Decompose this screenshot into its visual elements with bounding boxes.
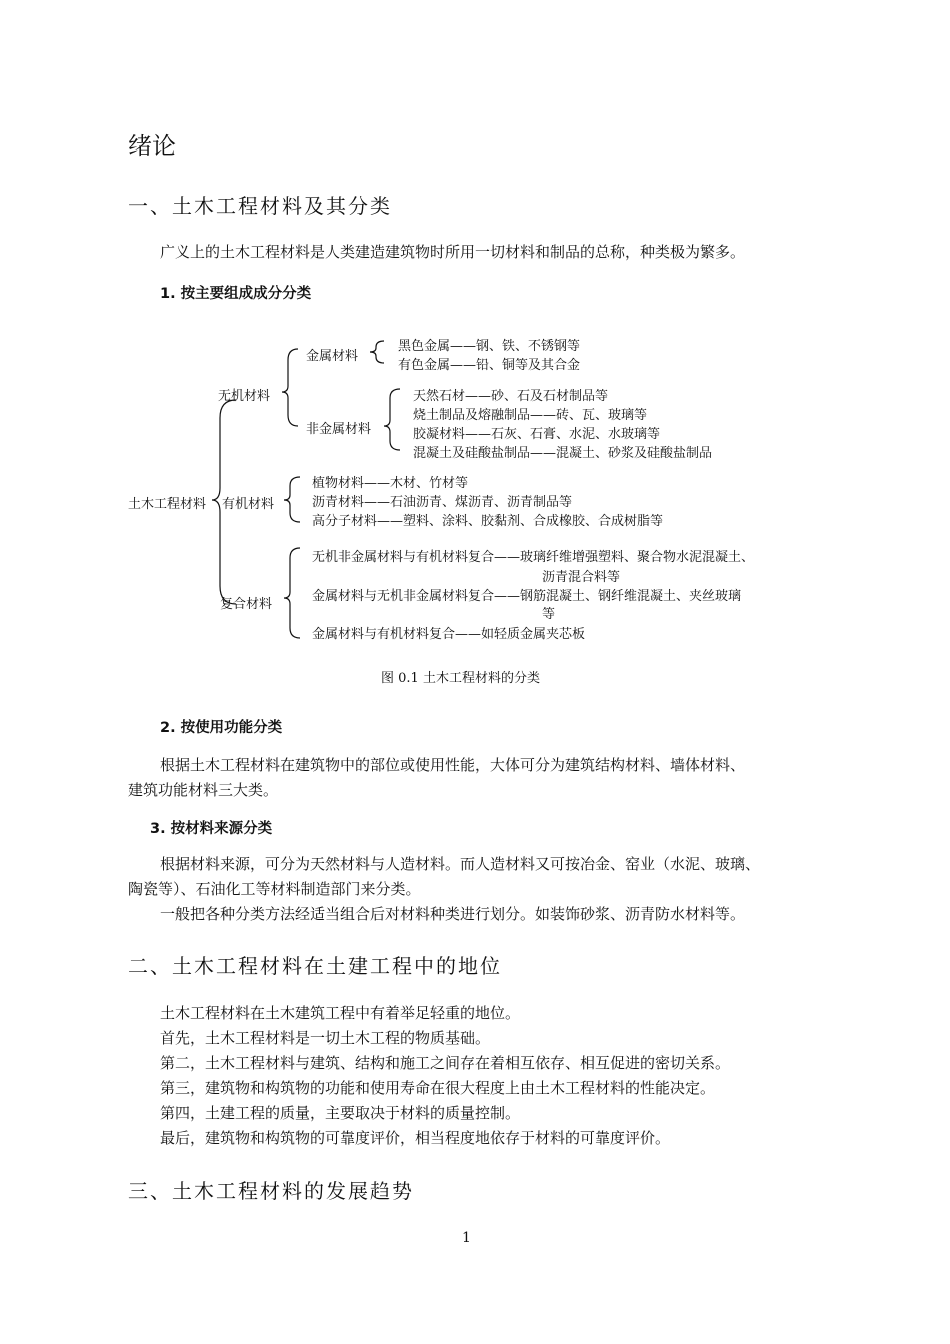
section-heading-1: 一、土木工程材料及其分类 — [128, 194, 392, 218]
diagram-composite-item: 无机非金属材料与有机材料复合——玻璃纤维增强塑料、聚合物水泥混凝土、 — [312, 550, 755, 565]
figure-caption: 图 0.1 土木工程材料的分类 — [381, 671, 540, 686]
diagram-organic-item: 高分子材料——塑料、涂料、胶黏剂、合成橡胶、合成树脂等 — [312, 514, 664, 529]
diagram-composite-item-cont: 沥青混合料等 — [542, 570, 621, 585]
section-heading-3: 三、土木工程材料的发展趋势 — [128, 1179, 414, 1203]
diagram-composite-item: 金属材料与无机非金属材料复合——钢筋混凝土、钢纤维混凝土、夹丝玻璃 — [312, 589, 742, 604]
diagram-composite-item-cont: 等 — [542, 607, 556, 622]
section-heading-2: 二、土木工程材料在土建工程中的地位 — [128, 954, 502, 978]
diagram-organic-item: 植物材料——木材、竹材等 — [312, 476, 469, 491]
diagram-root: 土木工程材料 — [128, 497, 207, 512]
diagram-inorganic: 无机材料 — [218, 389, 271, 404]
diagram-nonmetal-item: 混凝土及硅酸盐制品——混凝土、砂浆及硅酸盐制品 — [413, 446, 713, 461]
section-2-line: 土木工程材料在土木建筑工程中有着举足轻重的地位。 — [160, 1004, 521, 1022]
diagram-metal: 金属材料 — [306, 349, 359, 364]
brace-organic — [284, 477, 300, 522]
diagram-nonmetal-item: 天然石材——砂、石及石材制品等 — [413, 389, 609, 404]
brace-metal — [370, 341, 384, 363]
diagram-composite-item: 金属材料与有机材料复合——如轻质金属夹芯板 — [312, 627, 586, 642]
paragraph-3-line: 陶瓷等）、石油化工等材料制造部门来分类。 — [128, 880, 421, 898]
section-1-intro: 广义上的土木工程材料是人类建造建筑物时所用一切材料和制品的总称，种类极为繁多。 — [160, 243, 746, 261]
diagram-nonmetal-item: 烧土制品及熔融制品——砖、瓦、玻璃等 — [413, 408, 648, 423]
page-title: 绪论 — [128, 132, 176, 160]
subheading-2: 2. 按使用功能分类 — [160, 720, 283, 736]
brace-nonmetal — [384, 389, 400, 450]
diagram-metal-item: 有色金属——铅、铜等及其合金 — [398, 358, 581, 373]
diagram-metal-item: 黑色金属——钢、铁、不锈钢等 — [398, 339, 581, 354]
page-number: 1 — [462, 1230, 471, 1246]
section-2-line: 首先，土木工程材料是一切土木工程的物质基础。 — [160, 1029, 491, 1047]
section-2-line: 第二，土木工程材料与建筑、结构和施工之间存在着相互依存、相互促进的密切关系。 — [160, 1054, 731, 1072]
subheading-1: 1. 按主要组成成分分类 — [160, 286, 312, 302]
section-2-line: 第三，建筑物和构筑物的功能和使用寿命在很大程度上由土木工程材料的性能决定。 — [160, 1079, 716, 1097]
section-2-line: 最后，建筑物和构筑物的可靠度评价，相当程度地依存于材料的可靠度评价。 — [160, 1129, 671, 1147]
diagram-nonmetal-item: 胶凝材料——石灰、石膏、水泥、水玻璃等 — [413, 427, 661, 442]
paragraph-2-line: 建筑功能材料三大类。 — [128, 781, 279, 799]
diagram-nonmetal: 非金属材料 — [306, 422, 372, 437]
diagram-organic: 有机材料 — [222, 497, 275, 512]
paragraph-3-line: 根据材料来源，可分为天然材料与人造材料。而人造材料又可按冶金、窑业（水泥、玻璃、 — [160, 855, 761, 873]
brace-composite — [284, 548, 300, 638]
diagram-composite: 复合材料 — [220, 597, 273, 612]
diagram-organic-item: 沥青材料——石油沥青、煤沥青、沥青制品等 — [312, 495, 573, 510]
subheading-3: 3. 按材料来源分类 — [150, 821, 273, 837]
paragraph-3-line: 一般把各种分类方法经适当组合后对材料种类进行划分。如装饰砂浆、沥青防水材料等。 — [160, 905, 746, 923]
brace-inorganic — [282, 349, 298, 426]
section-2-line: 第四，土建工程的质量，主要取决于材料的质量控制。 — [160, 1104, 521, 1122]
paragraph-2-line: 根据土木工程材料在建筑物中的部位或使用性能，大体可分为建筑结构材料、墙体材料、 — [160, 756, 746, 774]
